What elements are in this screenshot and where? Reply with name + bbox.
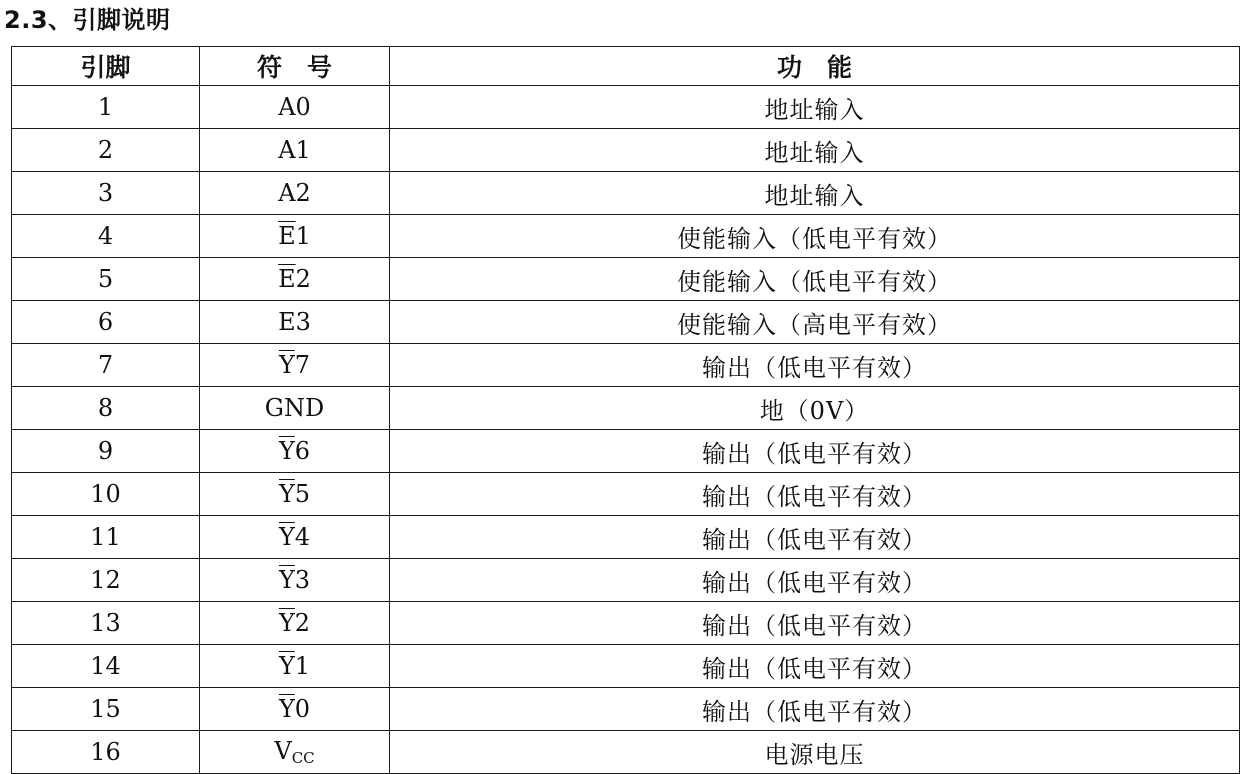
table-row bbox=[12, 258, 1240, 301]
table-row bbox=[12, 215, 1240, 258]
pin-symbol bbox=[200, 731, 390, 774]
pin-number: 2 bbox=[12, 129, 200, 172]
symbol-index: 6 bbox=[294, 437, 311, 465]
pin-symbol bbox=[200, 645, 390, 688]
pin-symbol bbox=[200, 559, 390, 602]
symbol-letter: $\overline{Y}$ bbox=[278, 566, 295, 594]
pin-number: 13 bbox=[12, 602, 200, 645]
table-row bbox=[12, 645, 1240, 688]
pin-function: 使能输入（低电平有效） bbox=[390, 258, 1240, 301]
pin-function: 电源电压 bbox=[390, 731, 1240, 774]
pin-function: 输出（低电平有效） bbox=[390, 344, 1240, 387]
symbol-index: 5 bbox=[294, 480, 311, 508]
pin-number: 4 bbox=[12, 215, 200, 258]
pin-description-table bbox=[11, 46, 1240, 774]
symbol-index: 7 bbox=[294, 351, 311, 379]
pin-number: 14 bbox=[12, 645, 200, 688]
pin-function: 输出（低电平有效） bbox=[390, 602, 1240, 645]
pin-number: 3 bbox=[12, 172, 200, 215]
symbol-index: 2 bbox=[295, 265, 311, 293]
pin-function: 输出（低电平有效） bbox=[390, 430, 1240, 473]
pin-function: 地址输入 bbox=[390, 86, 1240, 129]
symbol-index: 4 bbox=[294, 523, 311, 551]
header-symbol: 符 号 bbox=[200, 47, 390, 86]
table-body bbox=[12, 86, 1240, 774]
symbol-letter: $\overline{Y}$ bbox=[278, 652, 295, 680]
pin-symbol bbox=[200, 516, 390, 559]
table-row bbox=[12, 731, 1240, 774]
symbol-letter: $\overline{Y}$ bbox=[278, 437, 295, 465]
pin-symbol bbox=[200, 215, 390, 258]
table-row bbox=[12, 602, 1240, 645]
pin-symbol: A1 bbox=[200, 129, 390, 172]
pin-function: 地址输入 bbox=[390, 129, 1240, 172]
pin-function: 输出（低电平有效） bbox=[390, 516, 1240, 559]
pin-symbol bbox=[200, 473, 390, 516]
header-function: 功 能 bbox=[390, 47, 1240, 86]
pin-function: 使能输入（高电平有效） bbox=[390, 301, 1240, 344]
table-row bbox=[12, 301, 1240, 344]
pin-number: 8 bbox=[12, 387, 200, 430]
table-row bbox=[12, 430, 1240, 473]
pin-function: 输出（低电平有效） bbox=[390, 473, 1240, 516]
pin-symbol: A0 bbox=[200, 86, 390, 129]
symbol-subscript: CC bbox=[291, 749, 315, 767]
pin-number: 9 bbox=[12, 430, 200, 473]
symbol-letter: $\overline{E}$ bbox=[278, 222, 296, 250]
pin-number: 16 bbox=[12, 731, 200, 774]
pin-symbol: GND bbox=[200, 387, 390, 430]
pin-symbol: E3 bbox=[200, 301, 390, 344]
symbol-letter: V bbox=[274, 737, 292, 765]
header-pin: 引脚 bbox=[12, 47, 200, 86]
table-row bbox=[12, 172, 1240, 215]
pin-number: 5 bbox=[12, 258, 200, 301]
pin-function: 输出（低电平有效） bbox=[390, 645, 1240, 688]
pin-symbol bbox=[200, 430, 390, 473]
table-row bbox=[12, 344, 1240, 387]
symbol-letter: $\overline{Y}$ bbox=[278, 480, 295, 508]
pin-function: 输出（低电平有效） bbox=[390, 688, 1240, 731]
pin-number: 12 bbox=[12, 559, 200, 602]
symbol-index: 3 bbox=[294, 566, 311, 594]
section-title: 2.3、引脚说明 bbox=[4, 6, 171, 34]
pin-function: 地址输入 bbox=[390, 172, 1240, 215]
symbol-letter: $\overline{E}$ bbox=[278, 265, 296, 293]
pin-number: 7 bbox=[12, 344, 200, 387]
table-row bbox=[12, 129, 1240, 172]
pin-number: 6 bbox=[12, 301, 200, 344]
table-row bbox=[12, 516, 1240, 559]
pin-number: 15 bbox=[12, 688, 200, 731]
pin-number: 1 bbox=[12, 86, 200, 129]
pin-symbol bbox=[200, 602, 390, 645]
table-row bbox=[12, 559, 1240, 602]
table-row bbox=[12, 86, 1240, 129]
pin-function: 输出（低电平有效） bbox=[390, 559, 1240, 602]
table-row bbox=[12, 688, 1240, 731]
pin-symbol bbox=[200, 258, 390, 301]
symbol-letter: $\overline{Y}$ bbox=[278, 609, 295, 637]
symbol-index: 1 bbox=[294, 652, 311, 680]
symbol-letter: $\overline{Y}$ bbox=[278, 351, 295, 379]
pin-number: 10 bbox=[12, 473, 200, 516]
table-row bbox=[12, 387, 1240, 430]
pin-symbol bbox=[200, 688, 390, 731]
symbol-index: 2 bbox=[294, 609, 311, 637]
pin-function: 使能输入（低电平有效） bbox=[390, 215, 1240, 258]
symbol-letter: $\overline{Y}$ bbox=[278, 523, 295, 551]
pin-symbol bbox=[200, 344, 390, 387]
symbol-index: 1 bbox=[295, 222, 311, 250]
symbol-index: 0 bbox=[294, 695, 311, 723]
symbol-letter: $\overline{Y}$ bbox=[278, 695, 295, 723]
pin-symbol: A2 bbox=[200, 172, 390, 215]
table-header-row bbox=[12, 47, 1240, 86]
pin-number: 11 bbox=[12, 516, 200, 559]
pin-function: 地（0V） bbox=[390, 387, 1240, 430]
table-row bbox=[12, 473, 1240, 516]
